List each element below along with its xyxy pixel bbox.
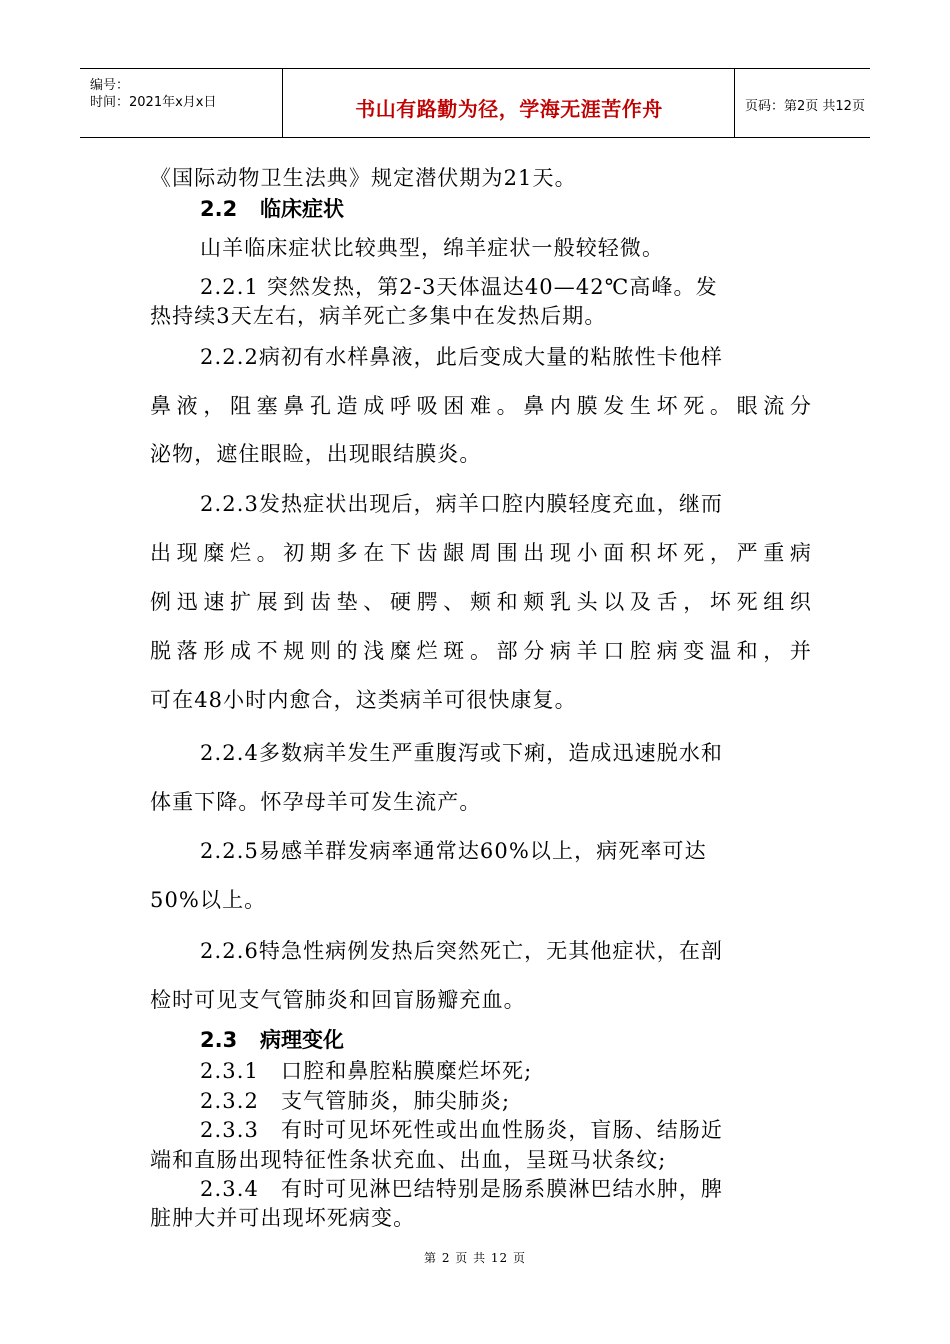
header-left-cell	[80, 69, 283, 137]
section-number: 2.3	[200, 1028, 238, 1052]
paragraph-2-2-3-line: 可在48小时内愈合，这类病羊可很快康复。	[150, 688, 577, 712]
paragraph-2-2-4-line: 体重下降。怀孕母羊可发生流产。	[150, 790, 482, 814]
item-2-3-1: 2.3.1 口腔和鼻腔粘膜糜烂坏死;	[200, 1059, 533, 1083]
paragraph-2-2-2-line: 泌物，遮住眼睑，出现眼结膜炎。	[150, 442, 482, 466]
body-line: 《国际动物卫生法典》规定潜伏期为21天。	[150, 166, 577, 190]
paragraph-2-2-2-line: 鼻液，阻塞鼻孔造成呼吸困难。鼻内膜发生坏死。眼流分	[150, 394, 812, 418]
paragraph-2-2-4-line: 2.2.4多数病羊发生严重腹泻或下痢，造成迅速脱水和	[200, 741, 724, 765]
document-number-label: 编号：	[90, 78, 130, 93]
section-title: 病理变化	[260, 1028, 344, 1052]
paragraph-2-2-6-line: 检时可见支气管肺炎和回盲肠瓣充血。	[150, 988, 526, 1012]
item-2-3-3-line: 2.3.3 有时可见坏死性或出血性肠炎，盲肠、结肠近	[200, 1118, 724, 1142]
paragraph-2-2-5-line: 2.2.5易感羊群发病率通常达60%以上，病死率可达	[200, 839, 707, 863]
paragraph-2-2-5-line: 50%以上。	[150, 888, 267, 912]
item-2-3-4-line: 脏肿大并可出现坏死病变。	[150, 1206, 416, 1230]
paragraph-2-2-2-line: 2.2.2病初有水样鼻液，此后变成大量的粘脓性卡他样	[200, 345, 724, 369]
paragraph-2-2-3-line: 例迅速扩展到齿垫、硬腭、颊和颊乳头以及舌，坏死组织	[150, 590, 812, 614]
section-heading-2-3	[200, 1024, 344, 1054]
paragraph-2-2-1-line: 热持续3天左右，病羊死亡多集中在发热后期。	[150, 304, 607, 328]
item-2-3-4-line: 2.3.4 有时可见淋巴结特别是肠系膜淋巴结水肿，脾	[200, 1177, 724, 1201]
header-right-cell	[735, 69, 870, 137]
paragraph-2-2-3-line: 出现糜烂。初期多在下齿龈周围出现小面积坏死，严重病	[150, 541, 812, 565]
section-title: 临床症状	[260, 197, 344, 221]
item-2-3-3-line: 端和直肠出现特征性条状充血、出血，呈斑马状条纹;	[150, 1148, 667, 1172]
section-heading-2-2	[200, 193, 344, 223]
header-center-cell	[283, 69, 735, 137]
paragraph-2-2-3-line: 脱落形成不规则的浅糜烂斑。部分病羊口腔病变温和，并	[150, 639, 812, 663]
header-motto: 书山有路勤为径，学海无涯苦作舟	[355, 97, 663, 121]
header-page-info: 页码：第2页 共12页	[745, 99, 865, 114]
document-time-label: 时间：2021年x月x日	[90, 95, 217, 110]
page-footer: 第 2 页 共 12 页	[424, 1251, 526, 1265]
section-number: 2.2	[200, 197, 238, 221]
paragraph-2-2-1-line: 2.2.1 突然发热，第2-3天体温达40—42℃高峰。发	[200, 275, 718, 299]
item-2-3-2: 2.3.2 支气管肺炎，肺尖肺炎;	[200, 1089, 511, 1113]
paragraph-2-2-6-line: 2.2.6特急性病例发热后突然死亡，无其他症状，在剖	[200, 939, 724, 963]
paragraph-2-2-3-line: 2.2.3发热症状出现后，病羊口腔内膜轻度充血，继而	[200, 492, 724, 516]
header-table	[80, 68, 870, 138]
paragraph-intro: 山羊临床症状比较典型，绵羊症状一般较轻微。	[200, 236, 665, 260]
